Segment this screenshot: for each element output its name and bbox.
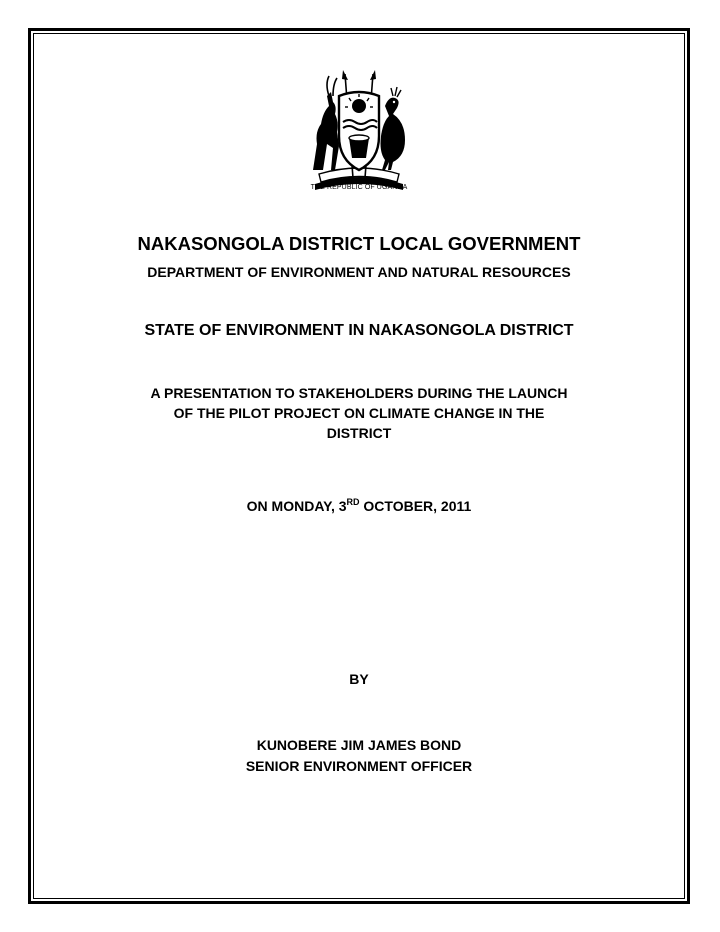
presentation-purpose: [96, 383, 622, 443]
presentation-date: [36, 498, 682, 514]
purpose-line: OF THE PILOT PROJECT ON CLIMATE CHANGE IN THE: [173, 405, 545, 421]
author-name: KUNOBERE JIM JAMES BOND: [256, 737, 462, 753]
date-prefix: ON MONDAY, 3: [246, 498, 347, 514]
cover-page: [36, 36, 682, 896]
date-suffix: OCTOBER, 2011: [359, 498, 472, 514]
report-title: STATE OF ENVIRONMENT IN NAKASONGOLA DISTRICT: [144, 322, 574, 339]
author-position: SENIOR ENVIRONMENT OFFICER: [245, 758, 473, 774]
republic-label: THE REPUBLIC OF UGANDA: [310, 184, 408, 191]
date-ordinal-suffix: RD: [346, 497, 360, 507]
by-label: BY: [349, 671, 369, 687]
purpose-line: DISTRICT: [326, 425, 392, 441]
organisation-title: NAKASONGOLA DISTRICT LOCAL GOVERNMENT: [137, 233, 581, 254]
uganda-coat-of-arms-icon: [293, 66, 425, 198]
department-title: DEPARTMENT OF ENVIRONMENT AND NATURAL RESOURCES: [147, 264, 571, 280]
purpose-line: A PRESENTATION TO STAKEHOLDERS DURING THE LAUNCH: [150, 385, 568, 401]
